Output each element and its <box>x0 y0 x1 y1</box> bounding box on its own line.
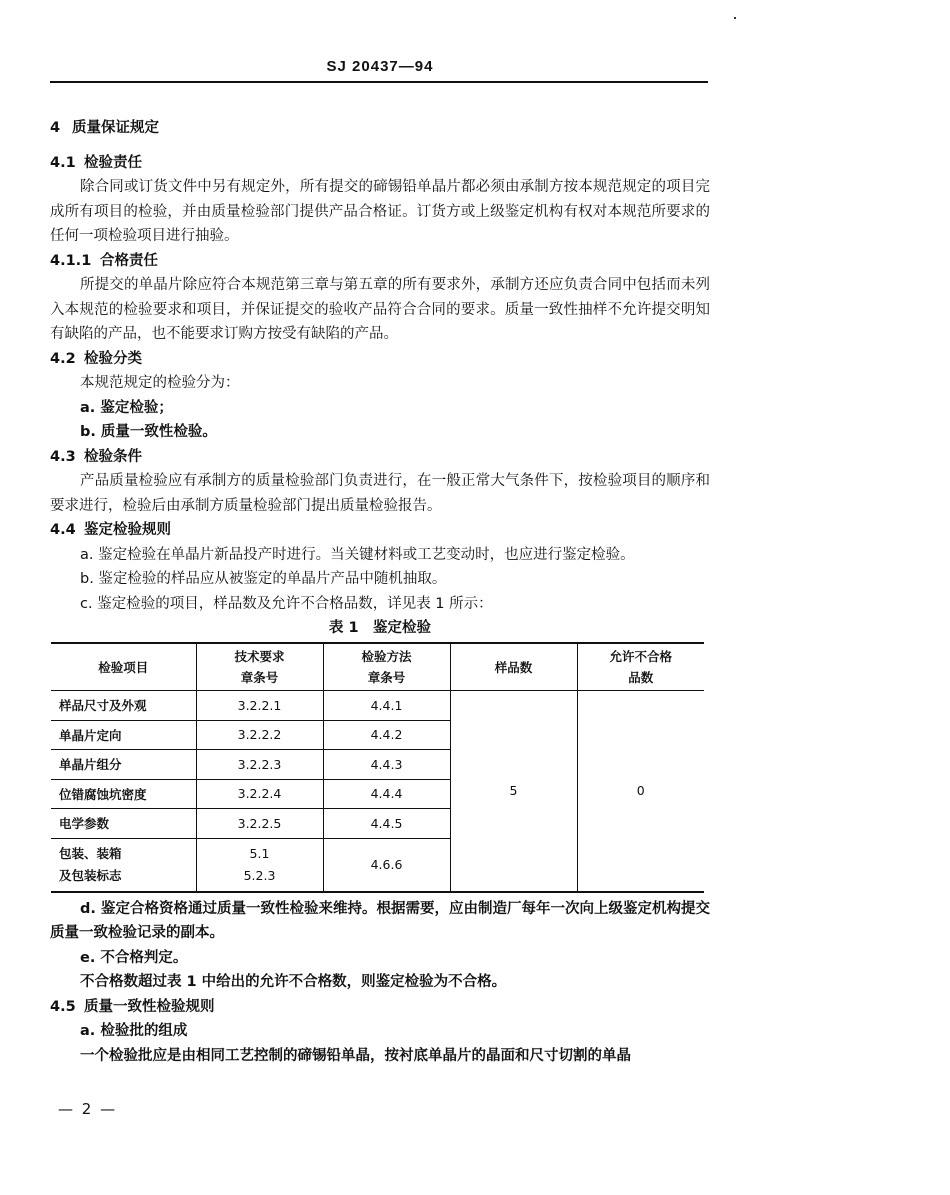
cell-requirement: 3.2.2.5 <box>196 809 323 839</box>
subsection-number: 4.5 <box>50 998 76 1015</box>
subsection-title: 检验条件 <box>84 448 142 465</box>
subsection-heading <box>50 249 710 274</box>
header-text: 品数 <box>628 670 654 685</box>
cell-text: 包装、装箱 <box>59 845 122 861</box>
cell-text: 5.1 <box>249 845 270 861</box>
header-allowed <box>577 643 704 691</box>
header-rule <box>50 81 708 83</box>
post-table-content <box>50 897 710 1069</box>
list-item: b. 鉴定检验的样品应从被鉴定的单晶片产品中随机抽取。 <box>80 571 447 587</box>
section-number: 4 <box>50 120 61 136</box>
table-row <box>51 691 704 721</box>
cell-item: 位错腐蚀坑密度 <box>51 779 196 809</box>
cell-requirement: 3.2.2.2 <box>196 720 323 750</box>
cell-text: 5.2.3 <box>243 867 276 883</box>
cell-method: 4.4.3 <box>323 750 450 780</box>
subsection-title: 合格责任 <box>100 252 158 269</box>
cell-text: 及包装标志 <box>59 867 122 883</box>
subsection-title: 检验责任 <box>84 154 142 171</box>
cell-allowed: 0 <box>577 691 704 892</box>
subsection-title: 质量一致性检验规则 <box>84 998 215 1015</box>
paragraph: 本规范规定的检验分为： <box>80 375 240 391</box>
subsection-number: 4.2 <box>50 350 76 367</box>
cell-item: 电学参数 <box>51 809 196 839</box>
cell-method: 4.4.1 <box>323 691 450 721</box>
cell-item: 单晶片组分 <box>51 750 196 780</box>
header-method <box>323 643 450 691</box>
cell-requirement: 3.2.2.3 <box>196 750 323 780</box>
table-caption: 表 1 鉴定检验 <box>328 620 432 636</box>
header-text: 检验方法 <box>361 649 412 664</box>
cell-item: 样品尺寸及外观 <box>51 691 196 721</box>
subsection-title: 检验分类 <box>84 350 142 367</box>
subsection-heading <box>50 347 710 372</box>
list-item: a. 鉴定检验在单晶片新品投产时进行。当关键材料或工艺变动时，也应进行鉴定检验。 <box>80 546 635 563</box>
cell-requirement: 3.2.2.4 <box>196 779 323 809</box>
paragraph: 产品质量检验应有承制方的质量检验部门负责进行，在一般正常大气条件下，按检验项目的顺序和要求进行，检验后由承制方质量检验部门提出质量检验报告。 <box>50 473 710 514</box>
cell-method: 4.4.4 <box>323 779 450 809</box>
cell-method: 4.4.2 <box>323 720 450 750</box>
list-item: e. 不合格判定。 <box>80 949 188 966</box>
subsection-heading <box>50 995 710 1020</box>
section-heading <box>50 116 710 141</box>
cell-method: 4.6.6 <box>323 838 450 892</box>
cell-method: 4.4.5 <box>323 809 450 839</box>
subsection-heading <box>50 151 710 176</box>
subsection-heading <box>50 518 710 543</box>
header-text: 允许不合格 <box>609 649 672 664</box>
paragraph: 除合同或订货文件中另有规定外，所有提交的碲锡铅单晶片都必须由承制方按本规范规定的项目完成所有项目的检验，并由质量检验部门提供产品合格证。订货方或上级鉴定机构有权对本规范所要求的任何一项检验项目进行抽验。 <box>50 179 710 244</box>
subsection-number: 4.1.1 <box>50 252 92 269</box>
paragraph: 不合格数超过表 1 中给出的允许不合格数，则鉴定检验为不合格。 <box>80 974 507 990</box>
subsection-number: 4.1 <box>50 154 76 171</box>
subsection-title: 鉴定检验规则 <box>84 522 171 538</box>
subsection-number: 4.3 <box>50 448 76 465</box>
header-requirement <box>196 643 323 691</box>
standard-code: SJ 20437—94 <box>326 58 434 75</box>
subsection-number: 4.4 <box>50 522 76 538</box>
page-number: — 2 — <box>58 1100 118 1118</box>
header-text: 章条号 <box>240 670 279 685</box>
scan-speck <box>734 17 736 19</box>
table-header-row <box>51 643 704 691</box>
cell-requirement <box>196 838 323 892</box>
document-body <box>50 116 710 1068</box>
list-item: b. 质量一致性检验。 <box>80 424 217 440</box>
qualification-inspection-table <box>51 642 704 893</box>
section-title: 质量保证规定 <box>72 120 159 136</box>
cell-item <box>51 838 196 892</box>
list-item: d. 鉴定合格资格通过质量一致性检验来维持。根据需要，应由制造厂每年一次向上级鉴定机构提交质量一致检验记录的副本。 <box>50 900 710 941</box>
header-text: 技术要求 <box>234 649 285 664</box>
paragraph: 一个检验批应是由相同工艺控制的碲锡铅单晶，按衬底单晶片的晶面和尺寸切割的单晶 <box>80 1047 631 1064</box>
header-text: 章条号 <box>367 670 406 685</box>
subsection-heading <box>50 445 710 470</box>
list-item: a. 检验批的组成 <box>80 1023 188 1039</box>
list-item: c. 鉴定检验的项目，样品数及允许不合格品数，详见表 1 所示： <box>80 595 493 612</box>
list-item: a. 鉴定检验； <box>80 399 173 416</box>
cell-samples: 5 <box>450 691 577 892</box>
cell-requirement: 3.2.2.1 <box>196 691 323 721</box>
cell-item: 单晶片定向 <box>51 720 196 750</box>
header-item: 检验项目 <box>51 643 196 691</box>
paragraph: 所提交的单晶片除应符合本规范第三章与第五章的所有要求外，承制方还应负责合同中包括而未列入本规范的检验要求和项目，并保证提交的验收产品符合合同的要求。质量一致性抽样不允许提交明知有缺陷的产品，也不能要求订购方按受有缺陷的产品。 <box>50 277 710 342</box>
header-samples: 样品数 <box>450 643 577 691</box>
